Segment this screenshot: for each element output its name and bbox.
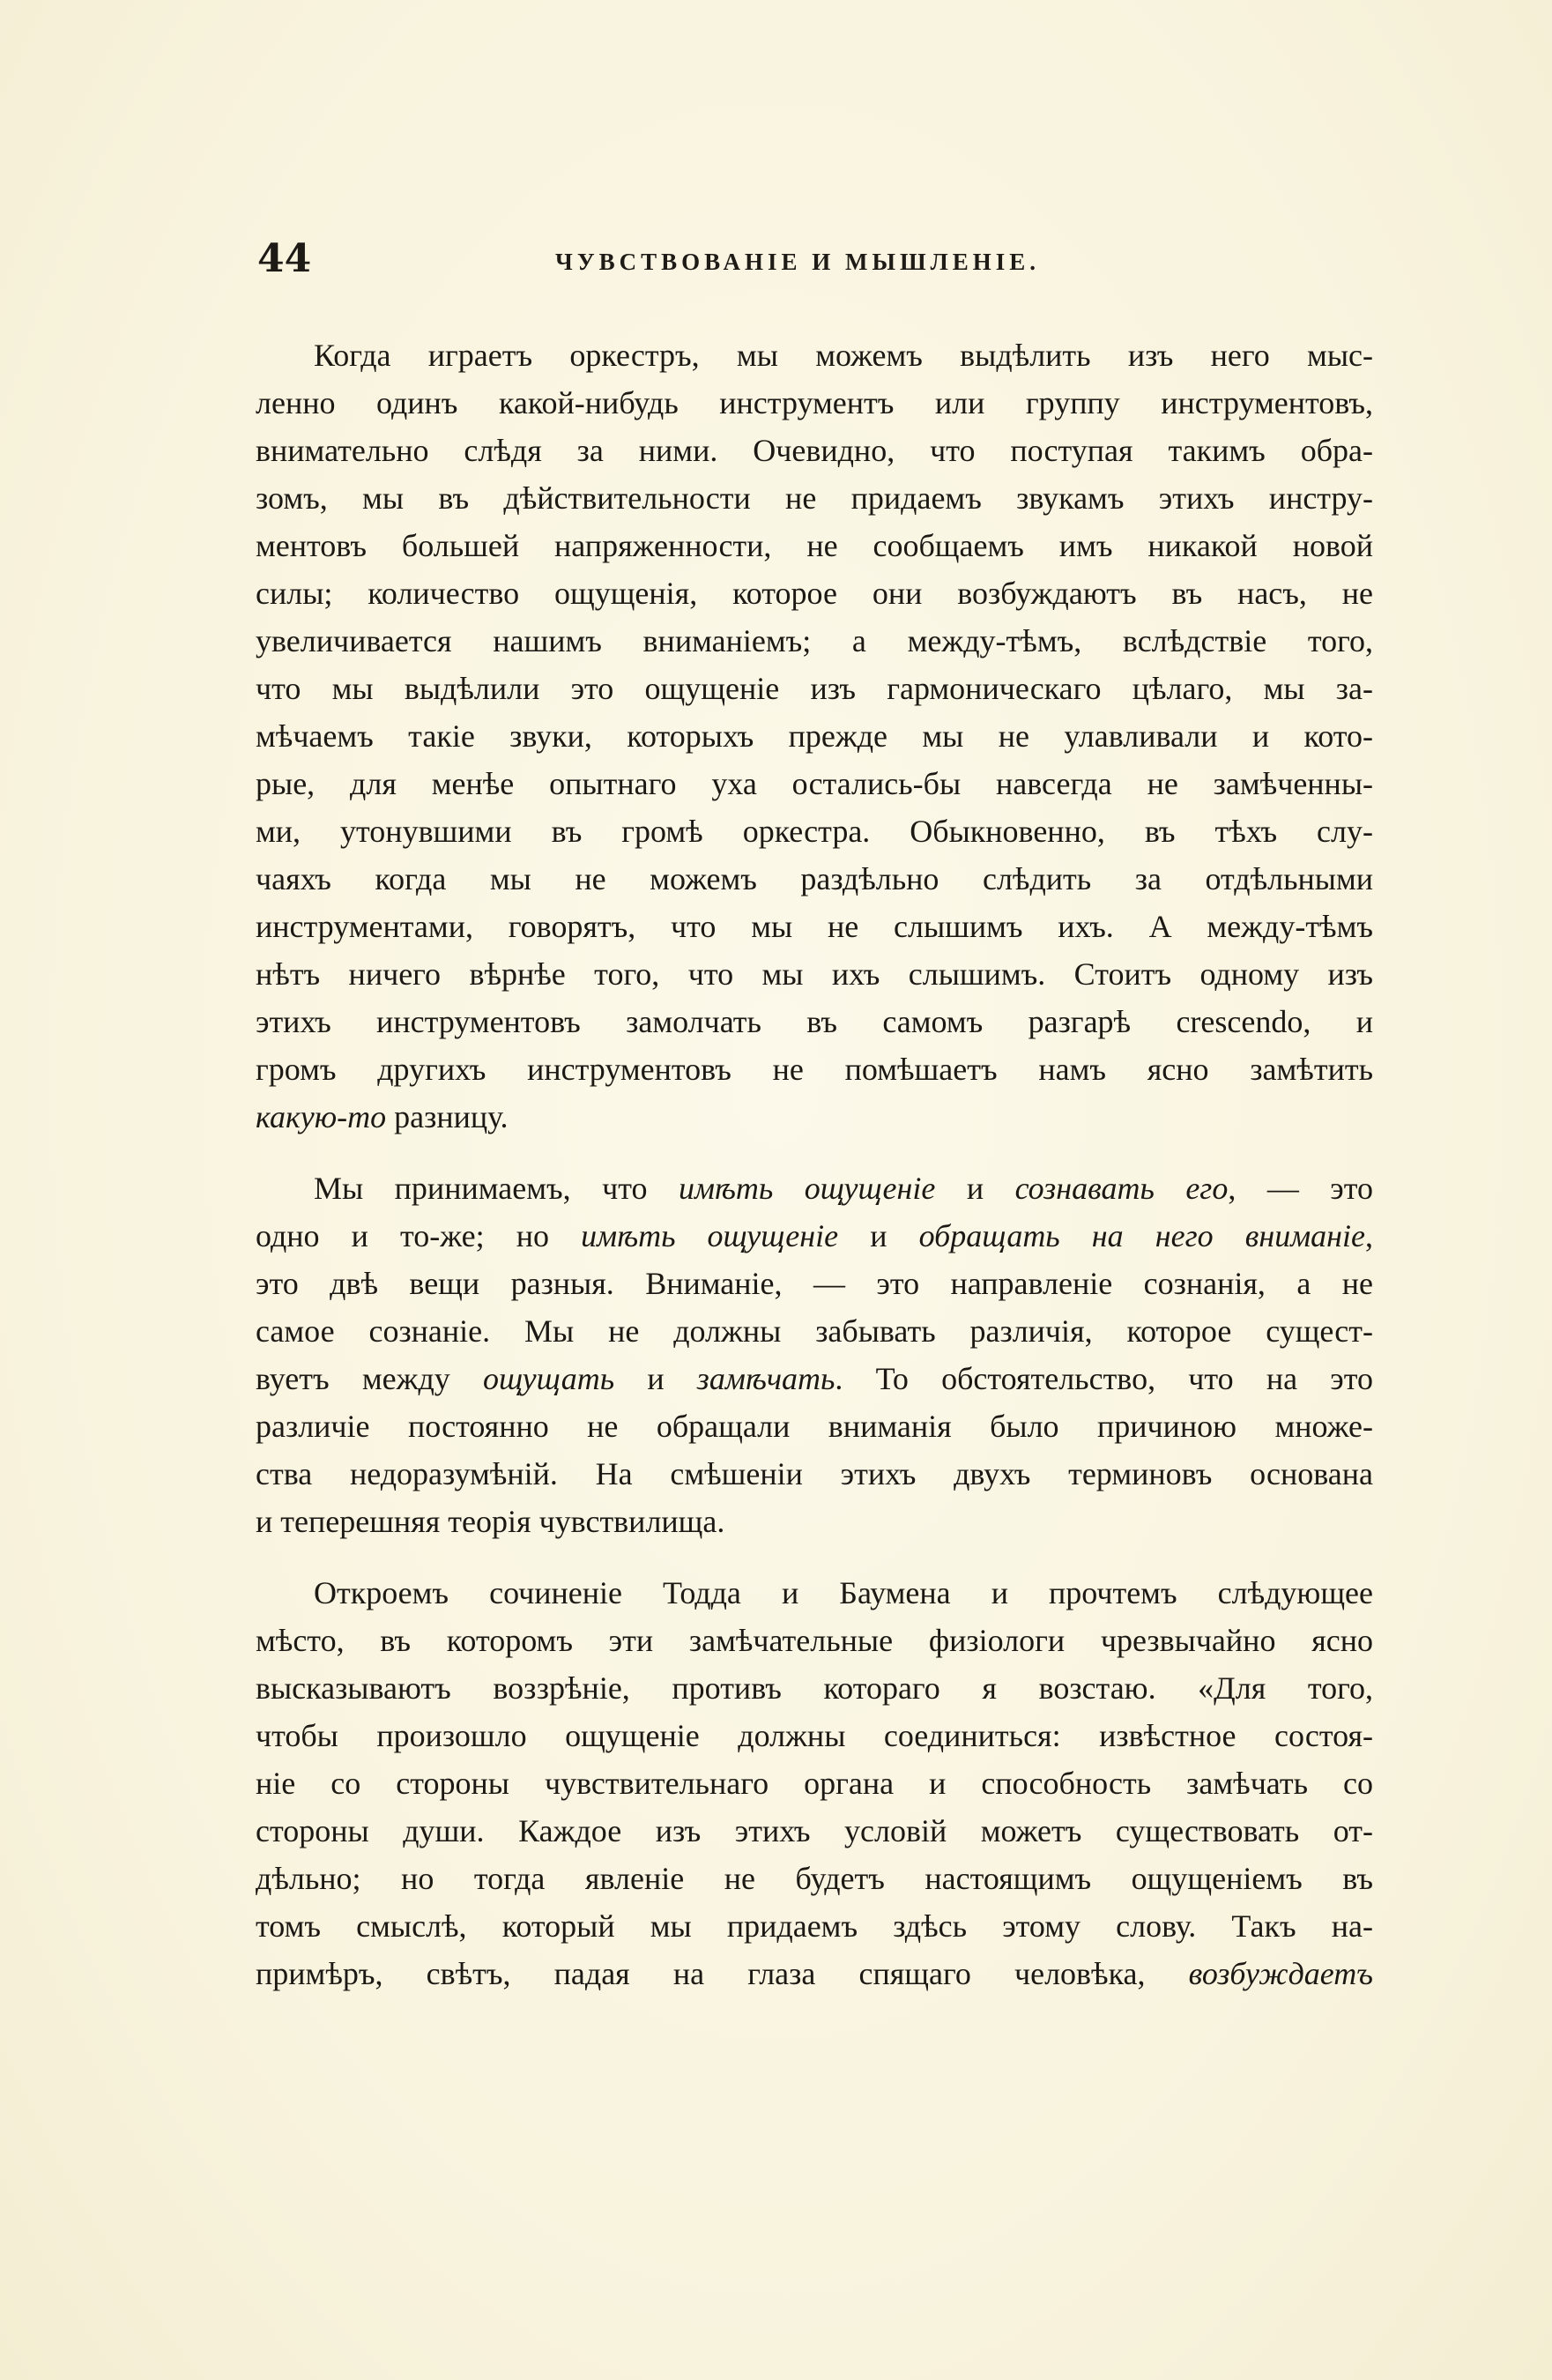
paragraph-1 xyxy=(256,331,1373,1141)
text-line xyxy=(256,1093,1373,1141)
text-run: рые, для менѣе опытнаго уха остались-бы навсегда не замѣченны- xyxy=(256,766,1373,801)
text-run: мѣсто, въ которомъ эти замѣчательные физіологи чрезвычайно ясно xyxy=(256,1623,1373,1658)
text-run: Когда играетъ оркестръ, мы можемъ выдѣлить изъ него мыс- xyxy=(314,338,1373,373)
text-line xyxy=(256,998,1373,1045)
text-run: стороны души. Каждое изъ этихъ условій можетъ существовать от- xyxy=(256,1813,1373,1848)
text-run: . То обстоятельство, что на это xyxy=(835,1361,1373,1396)
text-line xyxy=(256,712,1373,760)
text-line xyxy=(256,1855,1373,1902)
text-line xyxy=(256,617,1373,665)
text-line xyxy=(256,1807,1373,1855)
text-line xyxy=(256,1402,1373,1450)
text-line xyxy=(256,1664,1373,1712)
text-line xyxy=(256,855,1373,903)
text-line xyxy=(256,1902,1373,1950)
text-run: нѣтъ ничего вѣрнѣе того, что мы ихъ слышимъ. Стоитъ одному изъ xyxy=(256,956,1373,992)
text-line xyxy=(256,1759,1373,1807)
text-run: дѣльно; но тогда явленіе не будетъ настоящимъ ощущеніемъ въ xyxy=(256,1861,1373,1896)
text-run: различіе постоянно не обращали вниманія было причиною множе- xyxy=(256,1409,1373,1444)
text-run: и теперешняя теорія чувствилища. xyxy=(256,1504,725,1539)
page-header xyxy=(257,236,1394,289)
text-line xyxy=(256,1355,1373,1402)
text-run: зомъ, мы въ дѣйствительности не придаемъ звукамъ этихъ инстру- xyxy=(256,480,1373,516)
text-line xyxy=(256,1045,1373,1093)
text-run: силы; количество ощущенія, которое они возбуждаютъ въ насъ, не xyxy=(256,576,1373,611)
text-line xyxy=(256,665,1373,712)
text-line xyxy=(256,1450,1373,1498)
text-run: одно и то-же; но xyxy=(256,1218,582,1253)
text-line xyxy=(256,1212,1373,1260)
text-line xyxy=(256,950,1373,998)
running-title: ЧУВСТВОВАНІЕ И МЫШЛЕНІЕ. xyxy=(555,249,1041,275)
text-line xyxy=(256,427,1373,474)
text-line xyxy=(256,1712,1373,1759)
text-line xyxy=(256,1260,1373,1307)
emphasis-run: сознавать его xyxy=(1014,1171,1229,1206)
text-run: это двѣ вещи разныя. Вниманіе, — это направленіе сознанія, а не xyxy=(256,1266,1373,1301)
text-line xyxy=(256,807,1373,855)
body-text xyxy=(256,331,1373,1997)
text-line xyxy=(256,331,1373,379)
text-run: Откроемъ сочиненіе Тодда и Баумена и прочтемъ слѣдующее xyxy=(314,1575,1373,1610)
emphasis-run: какую-то xyxy=(256,1099,387,1134)
text-run: Мы принимаемъ, что xyxy=(314,1171,679,1206)
text-run: вуетъ между xyxy=(256,1361,483,1396)
text-run: инструментами, говорятъ, что мы не слышимъ ихъ. А между-тѣмъ xyxy=(256,909,1373,944)
text-line xyxy=(256,569,1373,617)
emphasis-run: имѣть ощущеніе xyxy=(581,1218,839,1253)
paragraph-3 xyxy=(256,1569,1373,1997)
emphasis-run: возбуждаетъ xyxy=(1188,1956,1373,1991)
text-run: самое сознаніе. Мы не должны забывать различія, которое сущест- xyxy=(256,1313,1373,1349)
text-run: чтобы произошло ощущеніе должны соединиться: извѣстное состоя- xyxy=(256,1718,1373,1753)
text-run: , xyxy=(1365,1218,1374,1253)
text-run: этихъ инструментовъ замолчать въ самомъ разгарѣ crescendo, и xyxy=(256,1004,1373,1039)
text-run: , — это xyxy=(1228,1171,1374,1206)
text-line xyxy=(256,1307,1373,1355)
text-run: ми, утонувшими въ громѣ оркестра. Обыкновенно, въ тѣхъ слу- xyxy=(256,814,1373,849)
text-run: что мы выдѣлили это ощущеніе изъ гармоническаго цѣлаго, мы за- xyxy=(256,671,1373,706)
text-run: внимательно слѣдя за ними. Очевидно, что поступая такимъ обра- xyxy=(256,433,1373,468)
text-line xyxy=(256,1498,1373,1545)
text-run: чаяхъ когда мы не можемъ раздѣльно слѣдить за отдѣльными xyxy=(256,861,1373,896)
text-run: высказываютъ воззрѣніе, противъ котораго я возстаю. «Для того, xyxy=(256,1670,1373,1706)
text-run: разницу. xyxy=(386,1099,509,1134)
text-line xyxy=(256,1569,1373,1617)
emphasis-run: имѣть ощущеніе xyxy=(678,1171,936,1206)
text-run: ленно одинъ какой-нибудь инструментъ или группу инструментовъ, xyxy=(256,385,1373,420)
emphasis-run: обращать на него вниманіе xyxy=(918,1218,1366,1253)
text-run: мѣчаемъ такіе звуки, которыхъ прежде мы не улавливали и кото- xyxy=(256,718,1373,754)
text-line xyxy=(256,474,1373,522)
text-run: томъ смыслѣ, который мы придаемъ здѣсь этому слову. Такъ на- xyxy=(256,1908,1373,1944)
text-line xyxy=(256,903,1373,950)
text-line xyxy=(256,1164,1373,1212)
text-line xyxy=(256,522,1373,569)
text-line xyxy=(256,760,1373,807)
text-run: ніе со стороны чувствительнаго органа и способность замѣчать со xyxy=(256,1766,1373,1801)
text-run: ства недоразумѣній. На смѣшеніи этихъ двухъ терминовъ основана xyxy=(256,1456,1373,1491)
emphasis-run: ощущать xyxy=(482,1361,615,1396)
text-run: увеличивается нашимъ вниманіемъ; а между-тѣмъ, вслѣдствіе того, xyxy=(256,623,1373,658)
page-number: 44 xyxy=(257,236,312,281)
text-line xyxy=(256,1950,1373,1997)
text-run: ментовъ большей напряженности, не сообщаемъ имъ никакой новой xyxy=(256,528,1373,563)
text-line xyxy=(256,379,1373,427)
text-run: и xyxy=(935,1171,1015,1206)
text-run: громъ другихъ инструментовъ не помѣшаетъ намъ ясно замѣтить xyxy=(256,1052,1373,1087)
text-run: примѣръ, свѣтъ, падая на глаза спящаго человѣка, xyxy=(256,1956,1189,1991)
text-line xyxy=(256,1617,1373,1664)
paragraph-2 xyxy=(256,1164,1373,1545)
emphasis-run: замѣчать xyxy=(696,1361,835,1396)
text-run: и xyxy=(838,1218,919,1253)
text-run: и xyxy=(614,1361,697,1396)
